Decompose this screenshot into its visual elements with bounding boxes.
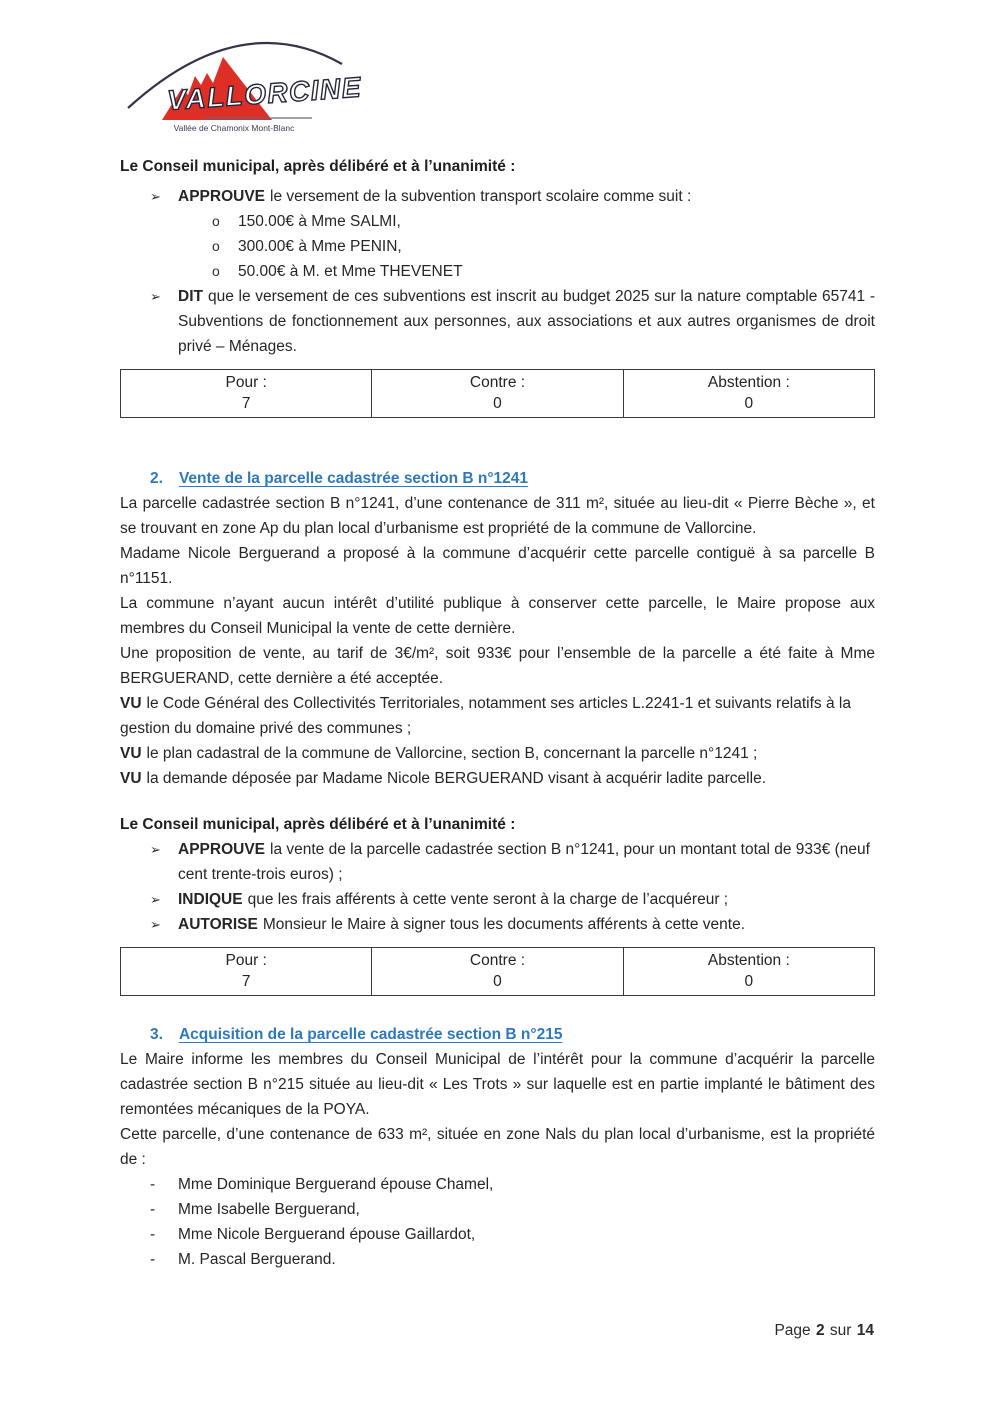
arrow-bullet-icon: ➢ <box>150 892 161 907</box>
logo-subtitle: Vallée de Chamonix Mont-Blanc <box>173 123 295 133</box>
section-heading-2 <box>150 466 875 491</box>
page-current: 2 <box>815 1322 825 1339</box>
owner-name: Mme Isabelle Berguerand, <box>178 1201 360 1218</box>
sub-list-item-penin <box>212 234 875 259</box>
section-heading-3 <box>150 1022 875 1047</box>
vote-cell-abstention <box>623 370 874 418</box>
paragraph-vu: VU le Code Général des Collectivités Territoriales, notamment ses articles L.2241-1 et suivants relatifs à la gestion du domaine privé des communes ; <box>120 695 851 737</box>
council-decision-intro-1: Le Conseil municipal, après délibéré et à l’unanimité : <box>120 158 516 175</box>
circle-bullet-icon: o <box>212 213 220 229</box>
keyword-dit: DIT <box>178 288 203 305</box>
sub-list-item-text: 150.00€ à Mme SALMI, <box>238 213 401 230</box>
vote-value: 0 <box>493 973 502 990</box>
vote-value: 0 <box>744 973 754 990</box>
list-item-approuve-1 <box>150 184 875 209</box>
list-item-autorise <box>150 912 875 937</box>
vote-label: Pour : <box>225 952 267 969</box>
owner-name: M. Pascal Berguerand. <box>178 1251 336 1268</box>
dash-bullet-icon: - <box>150 1251 156 1268</box>
owner-list-item <box>150 1222 875 1247</box>
owner-list-item <box>150 1172 875 1197</box>
list-item-indique <box>150 887 875 912</box>
owner-list-item <box>150 1197 875 1222</box>
circle-bullet-icon: o <box>212 238 220 254</box>
council-decision-intro-2: Le Conseil municipal, après délibéré et à l’unanimité : <box>120 816 516 833</box>
owner-list-item <box>150 1247 875 1272</box>
vote-label: Contre : <box>469 374 526 391</box>
section-number: 2. <box>150 470 163 487</box>
owner-name: Mme Dominique Berguerand épouse Chamel, <box>178 1176 494 1193</box>
vallorcine-logo <box>122 28 875 140</box>
paragraph: La parcelle cadastrée section B n°1241, d’une contenance de 311 m², située au lieu-dit « Pierre Bèche », et se trouvant en zone Ap du plan local d’urbanisme est propriété de la commune de Vallorcine. <box>120 495 875 537</box>
paragraph-vu: VU la demande déposée par Madame Nicole BERGUERAND visant à acquérir ladite parcelle. <box>120 770 766 787</box>
arrow-bullet-icon: ➢ <box>150 289 161 304</box>
list-item-text: DIT que le versement de ces subventions est inscrit au budget 2025 sur la nature comptable 65741 - Subventions de fonctionnement aux personnes, aux associations et aux autres organismes de droit privé – Ménages. <box>178 288 875 355</box>
vote-cell-contre <box>372 948 623 996</box>
vote-value: 0 <box>493 395 502 412</box>
list-item-text: APPROUVE la vente de la parcelle cadastrée section B n°1241, pour un montant total de 933€ (neuf cent trente-trois euros) ; <box>178 841 870 883</box>
vote-table-1 <box>120 369 875 418</box>
vote-cell-pour <box>121 370 372 418</box>
vote-row <box>121 370 875 418</box>
vote-label: Abstention : <box>707 952 790 969</box>
keyword-vu: VU <box>120 745 142 762</box>
dash-bullet-icon: - <box>150 1226 156 1243</box>
arrow-bullet-icon: ➢ <box>150 917 161 932</box>
paragraph: Le Maire informe les membres du Conseil Municipal de l’intérêt pour la commune d’acquérir la parcelle cadastrée section B n°215 située au lieu-dit « Les Trots » sur laquelle est en partie implanté le bâtiment des remontées mécaniques de la POYA. <box>120 1051 875 1118</box>
vote-cell-abstention <box>623 948 874 996</box>
section-number: 3. <box>150 1026 163 1043</box>
list-item-text: APPROUVE le versement de la subvention transport scolaire comme suit : <box>178 188 692 205</box>
vote-cell-pour <box>121 948 372 996</box>
vote-value: 7 <box>241 395 251 412</box>
vote-value: 7 <box>241 973 251 990</box>
keyword-approuve: APPROUVE <box>178 188 265 205</box>
keyword-vu: VU <box>120 770 142 787</box>
vote-cell-contre <box>372 370 623 418</box>
paragraph: Cette parcelle, d’une contenance de 633 m², située en zone Nals du plan local d’urbanisme, est la propriété de : <box>120 1126 875 1168</box>
list-item-dit <box>150 284 875 359</box>
sub-list-item-text: 50.00€ à M. et Mme THEVENET <box>238 263 463 280</box>
keyword-vu: VU <box>120 695 142 712</box>
vote-label: Contre : <box>469 952 526 969</box>
vote-table-2 <box>120 947 875 996</box>
sub-list-item-thevenet <box>212 259 875 284</box>
list-item-text: INDIQUE que les frais afférents à cette vente seront à la charge de l’acquéreur ; <box>178 891 729 908</box>
owner-name: Mme Nicole Berguerand épouse Gaillardot, <box>178 1226 476 1243</box>
paragraph: Une proposition de vente, au tarif de 3€/m², soit 933€ pour l’ensemble de la parcelle a été faite à Mme BERGUERAND, cette dernière a été acceptée. <box>120 645 875 687</box>
vote-label: Pour : <box>225 374 267 391</box>
mountain-logo-icon <box>122 28 372 140</box>
page-number-footer: Page 2 sur 14 <box>774 1322 874 1339</box>
dash-bullet-icon: - <box>150 1176 156 1193</box>
circle-bullet-icon: o <box>212 263 220 279</box>
sub-list-item-salmi <box>212 209 875 234</box>
section-title: Acquisition de la parcelle cadastrée section B n°215 <box>178 1026 563 1043</box>
list-item-approuve-2 <box>150 837 875 887</box>
keyword-approuve: APPROUVE <box>178 841 265 858</box>
dash-bullet-icon: - <box>150 1201 156 1218</box>
sub-list-item-text: 300.00€ à Mme PENIN, <box>238 238 402 255</box>
list-item-text: AUTORISE Monsieur le Maire à signer tous les documents afférents à cette vente. <box>178 916 746 933</box>
arrow-bullet-icon: ➢ <box>150 189 161 204</box>
vote-row <box>121 948 875 996</box>
paragraph-vu: VU le plan cadastral de la commune de Vallorcine, section B, concernant la parcelle n°1241 ; <box>120 745 758 762</box>
page-total: 14 <box>856 1322 874 1339</box>
logo-wordmark: VALLORCINE <box>166 71 363 116</box>
section-title: Vente de la parcelle cadastrée section B n°1241 <box>178 470 529 487</box>
paragraph: La commune n’ayant aucun intérêt d’utilité publique à conserver cette parcelle, le Maire propose aux membres du Conseil Municipal la vente de cette dernière. <box>120 595 875 637</box>
keyword-indique: INDIQUE <box>178 891 243 908</box>
keyword-autorise: AUTORISE <box>178 916 258 933</box>
vote-label: Abstention : <box>707 374 790 391</box>
paragraph: Madame Nicole Berguerand a proposé à la commune d’acquérir cette parcelle contiguë à sa parcelle B n°1151. <box>120 545 875 587</box>
vote-value: 0 <box>744 395 754 412</box>
arrow-bullet-icon: ➢ <box>150 842 161 857</box>
